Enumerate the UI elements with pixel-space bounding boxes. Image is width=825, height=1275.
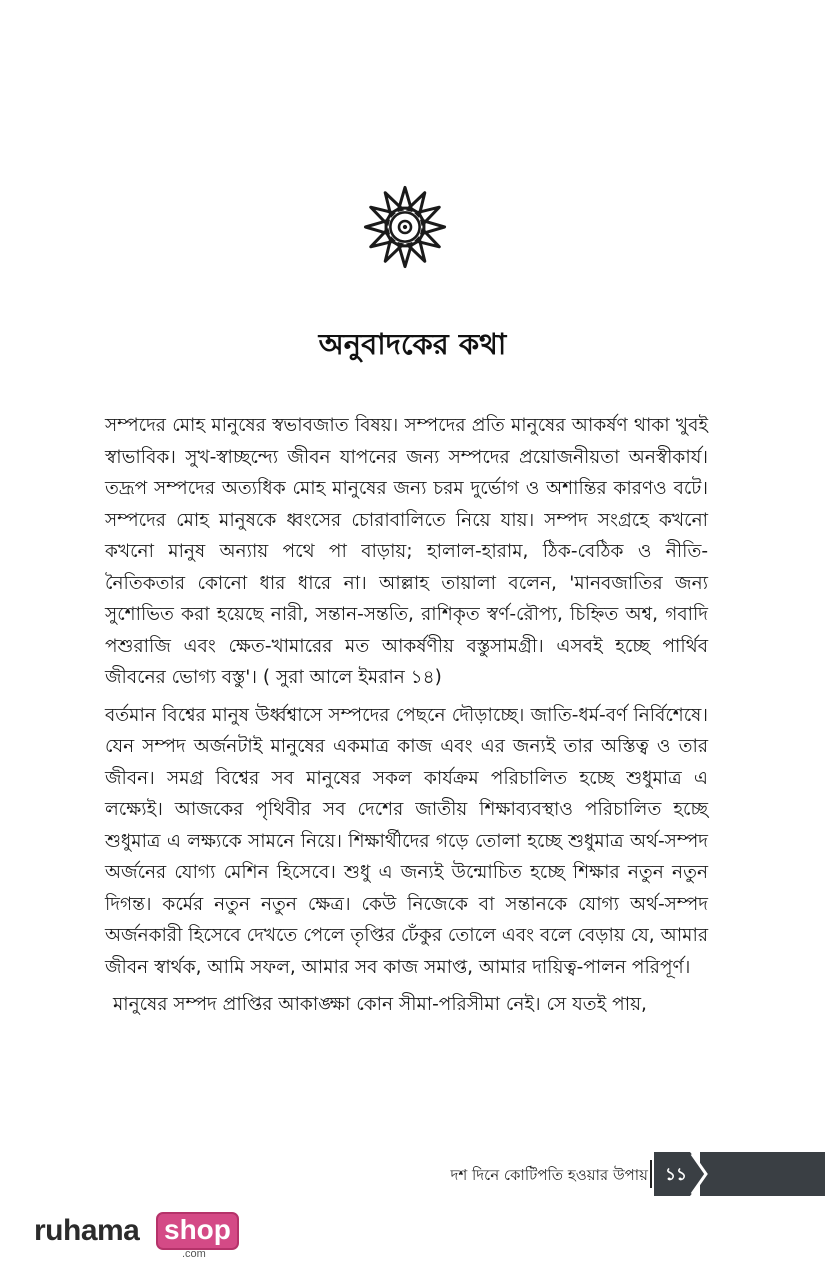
paragraph-1: সম্পদের মোহ মানুষের স্বভাবজাত বিষয়। সম্পদের প্রতি মানুষের আকর্ষণ থাকা খুবই স্বাভাবিক। সুখ-স্বাচ্ছন্দ্যে জীবন যাপনের জন্য সম্পদের প্রয়োজনীয়তা অনস্বীকার্য। তদ্রূপ সম্পদের অত্যধিক মোহ মানুষের জন্য চরম দুর্ভোগ ও অশান্তির কারণও বটে। সম্পদের মোহ মানুষকে ধ্বংসের চোরাবালিতে নিয়ে যায়। সম্পদ সংগ্রহে কখনো কখনো মানুষ অন্যায় পথে পা বাড়ায়; হালাল-হারাম, ঠিক-বেঠিক ও নীতি-নৈতিকতার কোনো ধার ধারে না। আল্লাহ তায়ালা বলেন, 'মানবজাতির জন্য সুশোভিত করা হয়েছে নারী, সন্তান-সন্ততি, রাশিকৃত স্বর্ণ-রৌপ্য, চিহ্নিত অশ্ব, গবাদি পশুরাজি এবং ক্ষেত-খামারের মত আকর্ষণীয় বস্তুসামগ্রী। এসবই হচ্ছে পার্থিব জীবনের ভোগ্য বস্তু'। ( সুরা আলে ইমরান ১৪): [105, 415, 708, 688]
running-title: দশ দিনে কোটিপতি হওয়ার উপায়: [450, 1166, 648, 1184]
footer-dark-bar: [700, 1152, 825, 1196]
paragraph-3: মানুষের সম্পদ প্রাপ্তির আকাঙ্ক্ষা কোন সীমা-পরিসীমা নেই। সে যতই পায়,: [113, 994, 647, 1015]
logo-word: ruhama: [34, 1214, 140, 1247]
footer-separator: [650, 1160, 652, 1188]
page-number: ১১: [664, 1165, 688, 1185]
body-text: [105, 410, 708, 1027]
paragraph-2: বর্তমান বিশ্বের মানুষ উর্ধ্বশ্বাসে সম্পদের পেছনে দৌড়াচ্ছে। জাতি-ধর্ম-বর্ণ নির্বিশেষে। যেন সম্পদ অর্জনটাই মানুষের একমাত্র কাজ এবং এর জন্যই তার অস্তিত্ব ও তার জীবন। সমগ্র বিশ্বের সব মানুষের সকল কার্যক্রম পরিচালিত হচ্ছে শুধুমাত্র এ লক্ষ্যেই। আজকের পৃথিবীর সব দেশের জাতীয় শিক্ষাব্যবস্থাও পরিচালিত হচ্ছে শুধুমাত্র এ লক্ষ্যকে সামনে নিয়ে। শিক্ষার্থীদের গড়ে তোলা হচ্ছে শুধুমাত্র অর্থ-সম্পদ অর্জনের যোগ্য মেশিন হিসেবে। শুধু এ জন্যই উন্মোচিত হচ্ছে শিক্ষার নতুন নতুন দিগন্ত। কর্মের নতুন নতুন ক্ষেত্র। কেউ নিজেকে বা সন্তানকে যোগ্য অর্থ-সম্পদ অর্জনকারী হিসেবে দেখতে পেলে তৃপ্তির ঢেঁকুর তোলে এবং বলে বেড়ায় যে, আমার জীবন স্বার্থক, আমি সফল, আমার সব কাজ সমাপ্ত, আমার দায়িত্ব-পালন পরিপূর্ণ।: [105, 704, 708, 978]
page-title: অনুবাদকের কথা: [318, 327, 507, 361]
mandala-ornament-icon: [362, 184, 448, 270]
logo-shop: shop: [156, 1212, 239, 1250]
publisher-logo: [34, 1210, 234, 1260]
logo-dotcom: .com: [182, 1248, 206, 1260]
